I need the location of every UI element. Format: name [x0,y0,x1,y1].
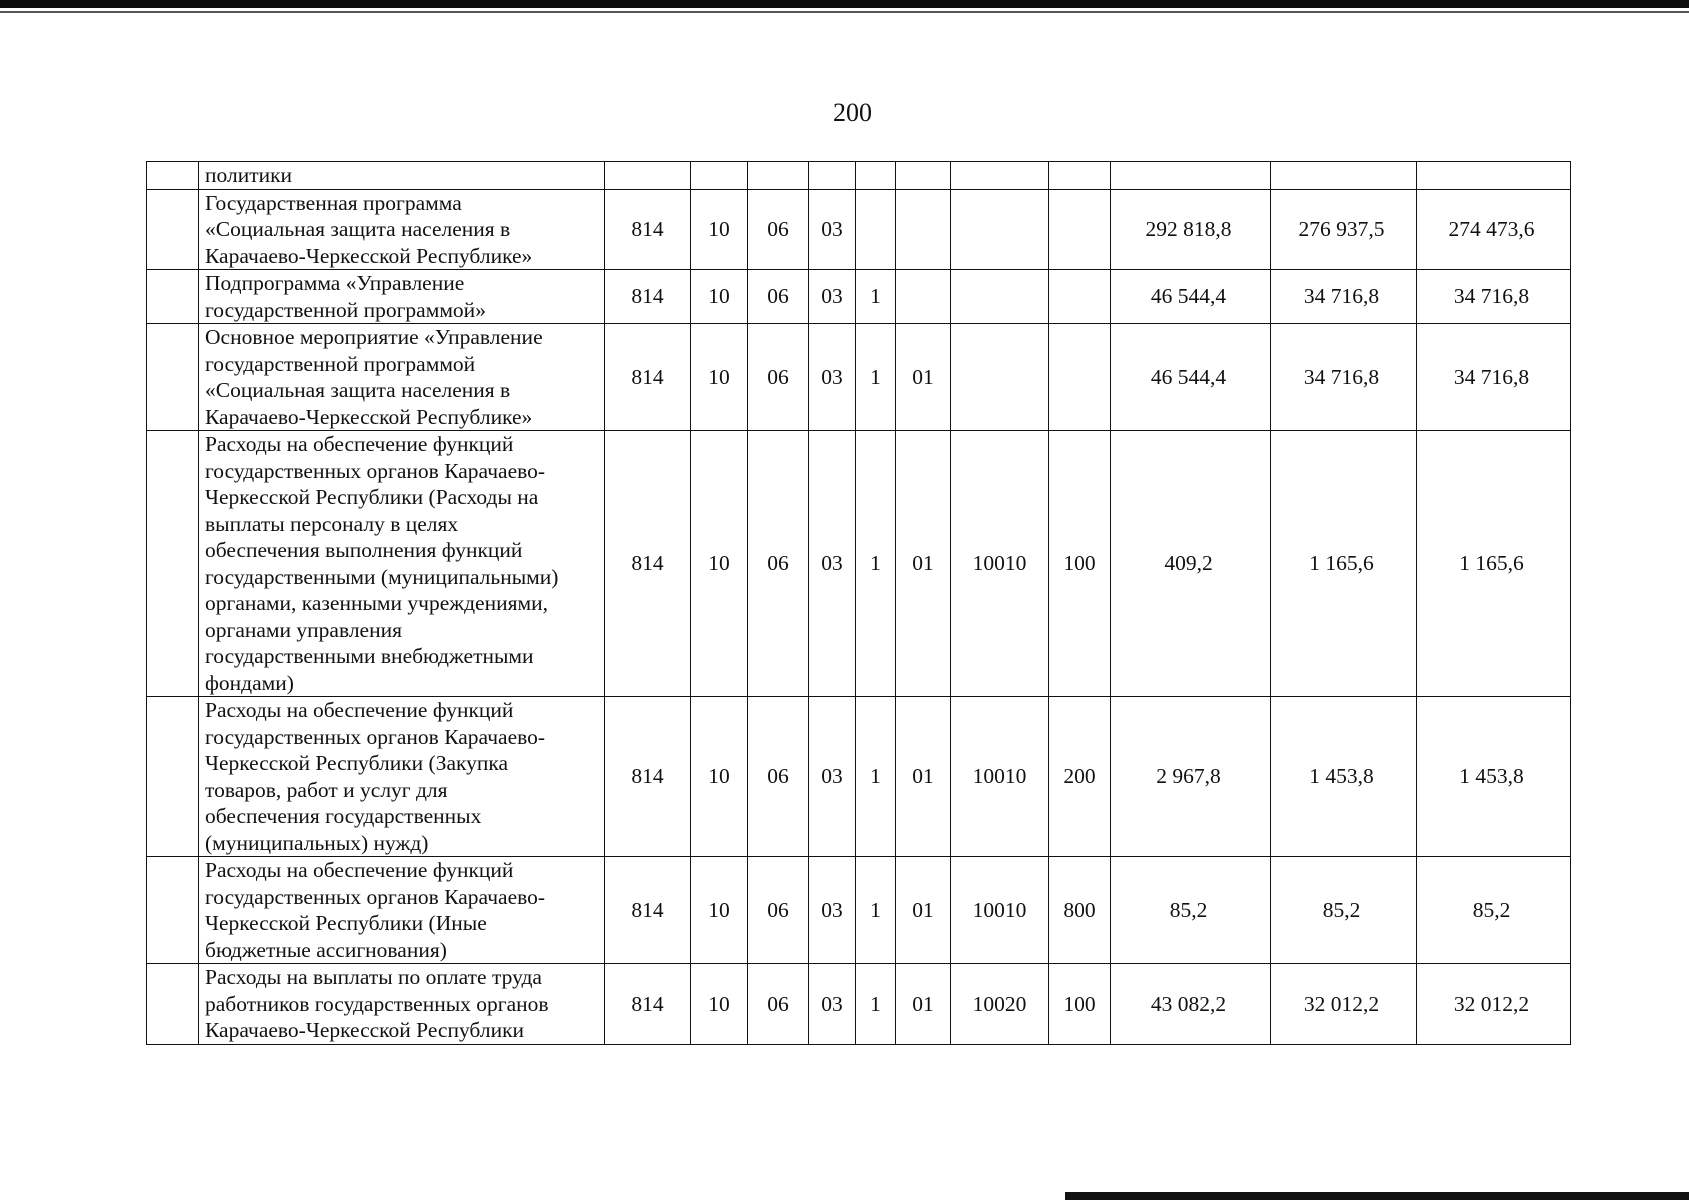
item-name-line: товаров, работ и услуг для [205,777,448,802]
item-name-line: Подпрограмма «Управление [205,271,465,295]
section-cell: 10 [691,857,748,964]
row-number-cell [147,431,199,697]
row-number-cell [147,162,199,190]
item-name-cell [199,162,605,190]
item-name-cell [199,964,605,1045]
subsection-cell: 06 [748,964,809,1045]
expense-type-cell: 200 [1049,697,1111,857]
admin-code-cell: 814 [605,697,691,857]
year2-amount-cell: 276 937,5 [1271,189,1417,270]
item-name-line: обеспечения государственных [205,804,482,828]
table-body [147,162,1571,1045]
row-number-cell [147,270,199,324]
event-cell [896,270,951,324]
item-name-line: Расходы на обеспечение функций [205,432,514,456]
year1-amount-cell: 46 544,4 [1111,270,1271,324]
event-cell [896,162,951,190]
table-row [147,697,1571,857]
expense-type-cell [1049,270,1111,324]
subsection-cell: 06 [748,324,809,431]
direction-cell [951,189,1049,270]
year1-amount-cell: 85,2 [1111,857,1271,964]
item-name-line: бюджетные ассигнования) [205,937,447,962]
row-number-cell [147,857,199,964]
year1-amount-cell: 292 818,8 [1111,189,1271,270]
direction-cell: 10010 [951,857,1049,964]
subprogram-cell: 1 [856,964,896,1045]
expense-type-cell: 800 [1049,857,1111,964]
table-row [147,964,1571,1045]
year2-amount-cell: 34 716,8 [1271,270,1417,324]
item-name-line: государственными (муниципальными) [205,564,559,589]
admin-code-cell: 814 [605,270,691,324]
event-cell: 01 [896,964,951,1045]
table-row [147,324,1571,431]
budget-table [146,161,1571,1045]
year3-amount-cell: 85,2 [1417,857,1571,964]
table-row [147,189,1571,270]
expense-type-cell [1049,189,1111,270]
year3-amount-cell: 274 473,6 [1417,189,1571,270]
scan-top-line [0,11,1689,13]
item-name-line: обеспечения выполнения функций [205,538,523,562]
item-name-line: Расходы на обеспечение функций [205,858,514,882]
expense-type-cell: 100 [1049,431,1111,697]
subsection-cell: 06 [748,697,809,857]
subsection-cell: 06 [748,270,809,324]
direction-cell: 10010 [951,697,1049,857]
program-cell: 03 [809,270,856,324]
program-cell: 03 [809,857,856,964]
item-name-line: государственной программой [205,351,476,376]
item-name-line: «Социальная защита населения в [205,378,511,402]
year2-amount-cell [1271,162,1417,190]
year3-amount-cell: 34 716,8 [1417,270,1571,324]
subsection-cell [748,162,809,190]
item-name-line: фондами) [205,670,294,695]
year2-amount-cell: 85,2 [1271,857,1417,964]
table-row [147,857,1571,964]
subprogram-cell [856,162,896,190]
row-number-cell [147,324,199,431]
admin-code-cell: 814 [605,324,691,431]
item-name-line: Расходы на выплаты по оплате труда [205,965,542,989]
scan-top-edge [0,0,1689,8]
page-number: 200 [833,98,872,127]
subprogram-cell: 1 [856,270,896,324]
item-name-cell [199,189,605,270]
section-cell: 10 [691,964,748,1045]
program-cell: 03 [809,189,856,270]
section-cell: 10 [691,324,748,431]
event-cell [896,189,951,270]
row-number-cell [147,964,199,1045]
item-name-line: Карачаево-Черкесской Республики [205,1018,525,1042]
item-name-line: государственных органов Карачаево- [205,884,546,909]
event-cell: 01 [896,431,951,697]
admin-code-cell: 814 [605,857,691,964]
year1-amount-cell: 46 544,4 [1111,324,1271,431]
event-cell: 01 [896,697,951,857]
item-name-cell [199,431,605,697]
year3-amount-cell: 32 012,2 [1417,964,1571,1045]
item-name-line: государственных органов Карачаево- [205,458,546,483]
item-name-line: Основное мероприятие «Управление [205,325,543,349]
subsection-cell: 06 [748,431,809,697]
admin-code-cell: 814 [605,431,691,697]
year2-amount-cell: 32 012,2 [1271,964,1417,1045]
item-name-line: государственной программой» [205,297,486,322]
section-cell: 10 [691,697,748,857]
direction-cell [951,270,1049,324]
item-name-cell [199,270,605,324]
year1-amount-cell [1111,162,1271,190]
year1-amount-cell: 43 082,2 [1111,964,1271,1045]
section-cell: 10 [691,270,748,324]
section-cell: 10 [691,189,748,270]
year2-amount-cell: 1 453,8 [1271,697,1417,857]
table-row [147,162,1571,190]
expense-type-cell: 100 [1049,964,1111,1045]
year2-amount-cell: 34 716,8 [1271,324,1417,431]
section-cell: 10 [691,431,748,697]
subsection-cell: 06 [748,857,809,964]
subsection-cell: 06 [748,189,809,270]
year3-amount-cell [1417,162,1571,190]
item-name-line: государственных органов Карачаево- [205,724,546,749]
year3-amount-cell: 1 165,6 [1417,431,1571,697]
item-name-line: «Социальная защита населения в [205,217,511,241]
direction-cell: 10010 [951,431,1049,697]
item-name-line: выплаты персоналу в целях [205,511,459,536]
table-row [147,270,1571,324]
subprogram-cell: 1 [856,324,896,431]
expense-type-cell [1049,324,1111,431]
admin-code-cell: 814 [605,189,691,270]
item-name-line: органами, казенными учреждениями, [205,591,548,615]
item-name-cell [199,324,605,431]
subprogram-cell [856,189,896,270]
program-cell: 03 [809,324,856,431]
item-name-cell [199,697,605,857]
program-cell: 03 [809,431,856,697]
event-cell: 01 [896,324,951,431]
item-name-line: Карачаево-Черкесской Республике» [205,404,533,429]
program-cell [809,162,856,190]
event-cell: 01 [896,857,951,964]
table-row [147,431,1571,697]
year1-amount-cell: 2 967,8 [1111,697,1271,857]
admin-code-cell: 814 [605,964,691,1045]
direction-cell [951,162,1049,190]
row-number-cell [147,697,199,857]
direction-cell: 10020 [951,964,1049,1045]
expense-type-cell [1049,162,1111,190]
program-cell: 03 [809,697,856,857]
year2-amount-cell: 1 165,6 [1271,431,1417,697]
direction-cell [951,324,1049,431]
item-name-line: Черкесской Республики (Закупка [205,751,509,775]
item-name-line: Карачаево-Черкесской Республике» [205,243,533,268]
item-name-cell [199,857,605,964]
item-name-line: работников государственных органов [205,991,549,1016]
item-name-line: (муниципальных) нужд) [205,830,429,855]
year1-amount-cell: 409,2 [1111,431,1271,697]
item-name-line: политики [205,163,293,187]
admin-code-cell [605,162,691,190]
year3-amount-cell: 34 716,8 [1417,324,1571,431]
section-cell [691,162,748,190]
subprogram-cell: 1 [856,857,896,964]
scan-bottom-edge [1065,1192,1689,1200]
year3-amount-cell: 1 453,8 [1417,697,1571,857]
item-name-line: государственными внебюджетными [205,644,534,668]
item-name-line: Черкесской Республики (Расходы на [205,485,539,509]
program-cell: 03 [809,964,856,1045]
subprogram-cell: 1 [856,431,896,697]
item-name-line: органами управления [205,617,402,642]
item-name-line: Государственная программа [205,190,462,215]
item-name-line: Расходы на обеспечение функций [205,698,514,722]
item-name-line: Черкесской Республики (Иные [205,911,487,935]
subprogram-cell: 1 [856,697,896,857]
row-number-cell [147,189,199,270]
